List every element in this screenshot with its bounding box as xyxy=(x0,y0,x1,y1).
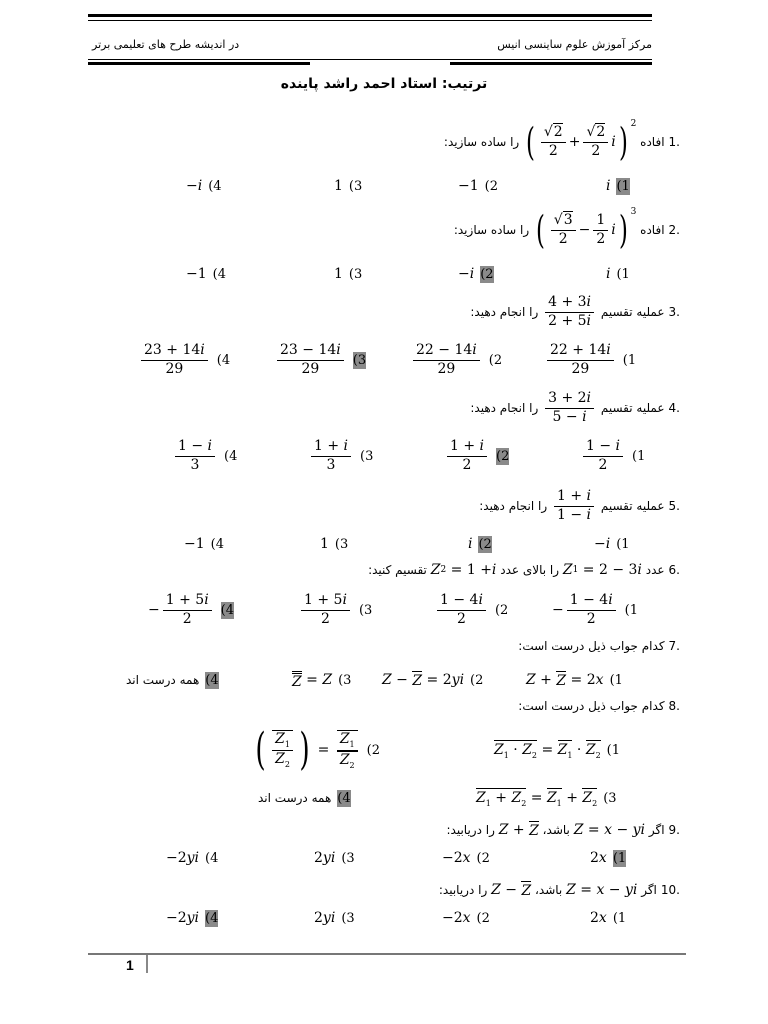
option-2[interactable]: $\frac{22 - 14i}{29}$ (2 xyxy=(410,340,502,380)
option-3[interactable]: $\frac{23 - 14i}{29}$ (3 xyxy=(274,340,366,380)
question-number: .4 xyxy=(668,401,680,415)
option-2[interactable]: −2 x (2 xyxy=(442,910,490,926)
options-4 xyxy=(88,436,680,476)
option-1[interactable]: Z + Z = 2 x (1 xyxy=(526,672,623,689)
option-2[interactable]: $\frac{1 - 4i}{2}$ (2 xyxy=(434,590,508,630)
question-text: افاده xyxy=(640,223,665,237)
option-2[interactable]: − i (2 xyxy=(458,266,494,282)
header-rule-top-thin xyxy=(88,20,652,21)
header-right-text: مرکز آموزش علوم ساینسی انیس xyxy=(497,38,652,51)
expression: ( $\frac{√3}{2}$ − $\frac{1}{2}$ i ) 3 xyxy=(535,207,637,252)
option-1[interactable]: 2 x (1 xyxy=(590,850,627,866)
option-1[interactable]: $\frac{1 - i}{2}$ (1 xyxy=(580,436,645,476)
option-4[interactable]: −2 yi (4 xyxy=(166,850,219,866)
question-text: کدام جواب ذیل درست است: xyxy=(518,699,665,713)
question-text-after: را ساده سازید: xyxy=(443,135,520,149)
options-1 xyxy=(88,166,680,206)
options-6 xyxy=(88,590,680,630)
option-3[interactable]: 1 (3 xyxy=(334,266,363,282)
question-number: .5 xyxy=(668,499,680,513)
question-text: عملیه تقسیم xyxy=(600,401,665,415)
question-number: .7 xyxy=(668,639,680,653)
all-correct-label: همه درست اند xyxy=(258,791,332,805)
option-4[interactable]: − $\frac{1 + 5i}{2}$ (4 xyxy=(148,592,235,627)
option-1[interactable]: $Z_1 \cdot Z_2$ = $Z_1$ · $Z_2$ (1 xyxy=(494,741,621,760)
option-3[interactable]: 1 (3 xyxy=(334,178,363,194)
question-number: .2 xyxy=(668,223,680,237)
expression: $\frac{3 + 2i}{5 - i}$ xyxy=(542,390,597,426)
question-text-after: را دریابید: xyxy=(446,823,495,837)
options-3 xyxy=(88,340,680,380)
option-4[interactable]: − i (4 xyxy=(186,178,222,194)
option-4[interactable]: $\frac{23 + 14i}{29}$ (4 xyxy=(138,340,230,380)
question-text: کدام جواب ذیل درست است: xyxy=(518,639,665,653)
option-3[interactable]: $\frac{1 + 5i}{2}$ (3 xyxy=(298,590,372,630)
options-8 xyxy=(88,724,680,775)
option-3[interactable]: $Z_1 + Z_2$ = $Z_1$ + $Z_2$ (3 xyxy=(476,789,617,808)
question-number: .1 xyxy=(668,135,680,149)
question-text: عدد xyxy=(645,563,665,577)
expression-z2: Z 2 = 1 + i xyxy=(430,562,497,578)
expression: ( $\frac{√2}{2}$ + $\frac{√2}{2}$ i ) 2 xyxy=(526,119,637,164)
question-text-after: را انجام دهید: xyxy=(470,401,539,415)
question-text: عملیه تقسیم xyxy=(600,499,665,513)
expression-z: Z = x − yi xyxy=(566,882,638,898)
question-6 xyxy=(88,550,680,590)
option-1[interactable]: − i (1 xyxy=(594,536,630,552)
option-1[interactable]: i (1 xyxy=(606,266,630,282)
option-2[interactable]: −2 x (2 xyxy=(442,850,490,866)
question-2 xyxy=(88,207,680,252)
option-4[interactable]: −1 (4 xyxy=(186,266,226,282)
question-4 xyxy=(88,388,680,428)
options-2 xyxy=(88,254,680,294)
page-title: ترتیب: استاد احمد راشد پاینده xyxy=(280,76,488,92)
option-1[interactable]: 2 x (1 xyxy=(590,910,627,926)
question-text-after: را انجام دهید: xyxy=(470,305,539,319)
question-text-after: را دریابید: xyxy=(438,883,488,897)
option-1[interactable]: $\frac{22 + 14i}{29}$ (1 xyxy=(544,340,636,380)
option-4[interactable]: −2 yi (4 xyxy=(166,910,219,926)
option-2[interactable]: i (2 xyxy=(468,536,492,552)
question-text-mid: باشد، xyxy=(542,823,570,837)
footer-rule xyxy=(88,953,686,955)
question-8 xyxy=(88,686,680,726)
option-3[interactable]: 2 yi (3 xyxy=(314,910,355,926)
question-number: .8 xyxy=(668,699,680,713)
question-text-mid: را بالای عدد xyxy=(500,563,560,577)
expression-z1: Z 1 = 2 − 3 i xyxy=(562,562,642,578)
header-left-text: در اندیشه طرح های تعلیمی برتر xyxy=(92,38,240,51)
option-2[interactable]: −1 (2 xyxy=(458,178,498,194)
page-number-bar xyxy=(146,955,148,973)
question-1 xyxy=(88,119,680,164)
question-text: افاده xyxy=(640,135,665,149)
page-number: 1 xyxy=(126,957,134,973)
all-correct-label: همه درست اند xyxy=(126,673,200,687)
header-rule-top xyxy=(88,14,652,17)
option-1[interactable]: − $\frac{1 - 4i}{2}$ (1 xyxy=(552,592,639,627)
option-2[interactable]: ( $\frac{Z_1}{Z_2}$ ) = $\frac{Z_1}{Z_2}$ (2 xyxy=(255,724,380,775)
question-text: اگر xyxy=(641,883,657,897)
option-3[interactable]: 2 yi (3 xyxy=(314,850,355,866)
question-text: عملیه تقسیم xyxy=(600,305,665,319)
question-text: اگر xyxy=(648,823,665,837)
option-4[interactable]: −1 (4 xyxy=(184,536,224,552)
option-1[interactable]: i (1 xyxy=(606,178,630,194)
expression: $\frac{4 + 3i}{2 + 5i}$ xyxy=(542,294,597,330)
options-10 xyxy=(88,898,680,938)
option-3[interactable]: Z = Z (3 xyxy=(292,672,352,690)
question-text-after: را انجام دهید: xyxy=(479,499,548,513)
question-3 xyxy=(88,292,680,332)
header-divider xyxy=(310,60,450,66)
option-3[interactable]: 1 (3 xyxy=(320,536,349,552)
expression: $\frac{1 + i}{1 - i}$ xyxy=(551,488,597,524)
question-number: .6 xyxy=(668,563,680,577)
expression-diff: Z − Z xyxy=(491,882,532,899)
option-4[interactable]: همه درست اند (4 xyxy=(258,790,351,806)
question-5 xyxy=(88,486,680,526)
option-4[interactable]: همه درست اند (4 xyxy=(126,672,219,688)
option-3[interactable]: $\frac{1 + i}{3}$ (3 xyxy=(308,436,373,476)
question-text-after: را ساده سازید: xyxy=(453,223,530,237)
question-number: .10 xyxy=(660,883,680,897)
question-text-mid: باشد، xyxy=(535,883,563,897)
option-2[interactable]: Z − Z = 2 yi (2 xyxy=(382,672,484,689)
question-number: .3 xyxy=(668,305,680,319)
option-2[interactable]: $\frac{1 + i}{2}$ (2 xyxy=(444,436,509,476)
option-4[interactable]: $\frac{1 - i}{3}$ (4 xyxy=(172,436,237,476)
question-text-after: تقسیم کنید: xyxy=(368,563,427,577)
expression-z: Z = x − yi xyxy=(573,822,646,838)
expression-sum: Z + Z xyxy=(498,822,539,839)
question-number: .9 xyxy=(668,823,680,837)
